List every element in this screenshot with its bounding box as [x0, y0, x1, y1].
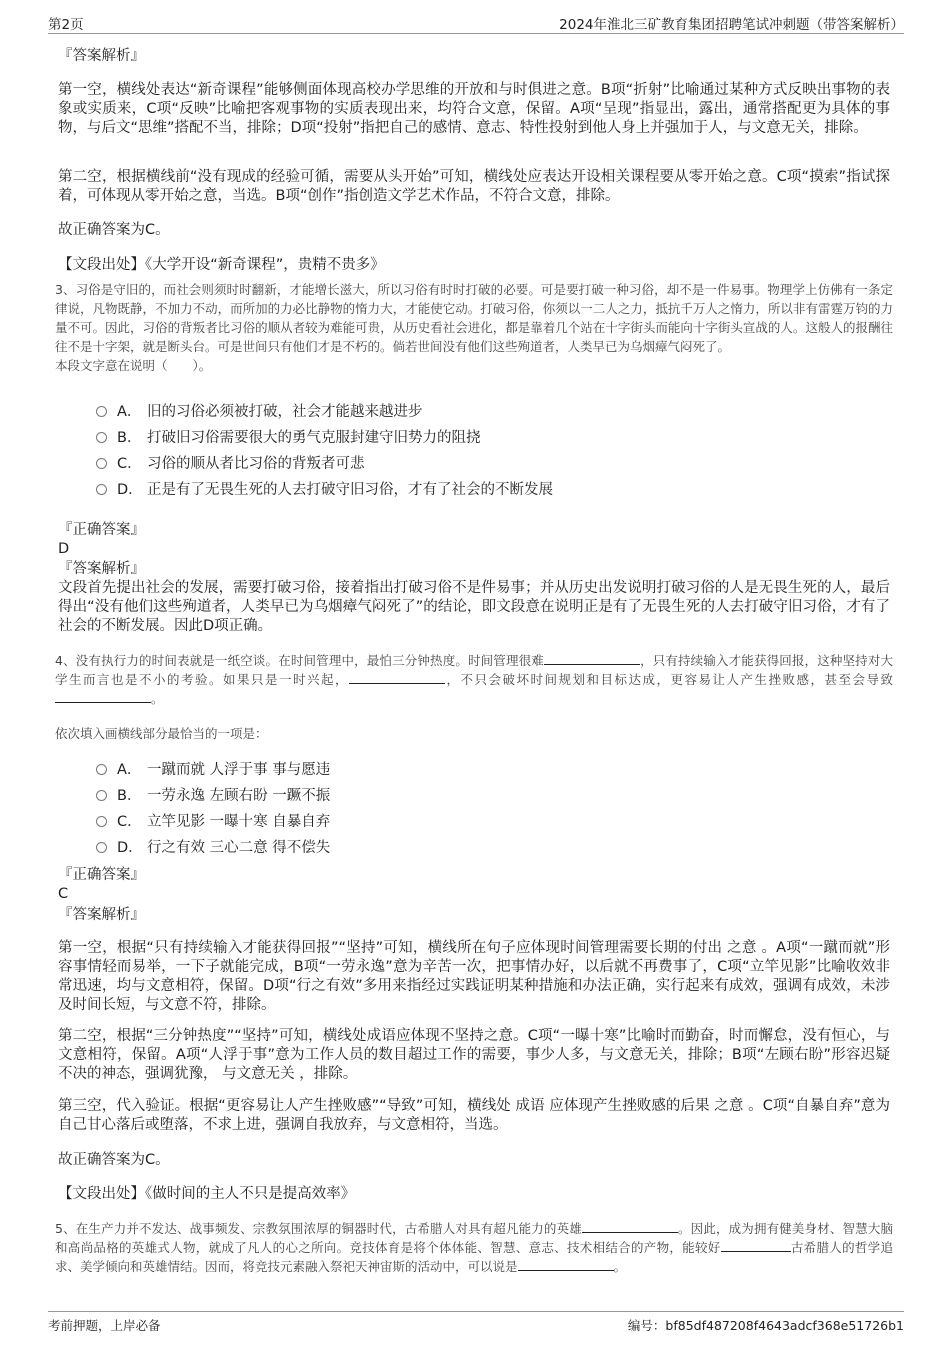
blank-line: [518, 1258, 614, 1271]
radio-icon[interactable]: [96, 432, 107, 443]
q3-analysis-label: 『答案解析』: [58, 561, 145, 577]
q2-analysis-para2: 第二空，根据横线前“没有现成的经验可循，需要从头开始”可知，横线处应表达开设相关课程要从零开始之意。C项“摸索”指试探着，可体现从零开始之意，当选。B项“创作”指创造文学艺术作品，不符合文意，排除。: [58, 169, 890, 204]
page-header: [48, 13, 904, 34]
q2-source: 【文段出处】《大学开设“新奇课程”，贵精不贵多》: [58, 257, 385, 273]
q3-option-c[interactable]: C． 习俗的顺从者比习俗的背叛者可悲: [96, 454, 365, 474]
footer-slogan: 考前押题，上岸必备: [48, 1318, 161, 1333]
q4-source: 【文段出处】《做时间的主人不只是提高效率》: [58, 1186, 356, 1202]
radio-icon[interactable]: [96, 406, 107, 417]
radio-icon[interactable]: [96, 484, 107, 495]
blank-line: [721, 1239, 791, 1252]
radio-icon[interactable]: [96, 790, 107, 801]
document-serial: 编号：bf85df487208f4643adcf368e51726b1: [627, 1318, 904, 1333]
q3-answer: D: [58, 541, 70, 557]
q2-conclusion: 故正确答案为C。: [58, 222, 170, 238]
q4-analysis-para1: 第一空，根据“只有持续输入才能获得回报”“坚持”可知，横线所在句子应体现时间管理需要长期的付出 之意 。A项“一蹴而就”形容事情轻而易举，一下子就能完成，B项“一劳永逸”意为辛苦一次，把事情办好，以后就不再费事了，C项“立竿见影”比喻收效非常迅速，均与文意相符，保留。D项“行之有效”多用来指经过实践证明某种措施和办法正确，实行起来有成效，强调有成效，未涉及时间长短，与文意不符，排除。: [58, 940, 890, 1013]
q3-stem: 3、习俗是守旧的，而社会则须时时翻新，才能增长滋大，所以习俗有时时打破的必要。可是要打破一种习俗，却不是一件易事。物理学上仿佛有一条定律说，凡物既静，不加力不动，而所加的力必比静物的惰力大，才能使它动。打破习俗，你须以一二人之力，抵抗千万人之惰力，所以非有雷霆万钧的力量不可。因此，习俗的背叛者比习俗的顺从者较为难能可贵，从历史看社会进化，都是靠着几个站在十字街头而能向十字街头宣战的人。这般人的报酬往往不是十字架，就是断头台。可是世间只有他们才是不朽的。倘若世间没有他们这些殉道者，人类早已为乌烟瘴气闷死了。: [55, 282, 893, 354]
q3-answer-label: 『正确答案』: [58, 522, 145, 538]
q2-analysis-label: 『答案解析』: [58, 48, 145, 64]
q3-option-b[interactable]: B． 打破旧习俗需要很大的勇气克服封建守旧势力的阻挠: [96, 428, 481, 448]
q3-analysis: 文段首先提出社会的发展，需要打破习俗，接着指出打破习俗不是件易事；并从历史出发说明打破习俗的人是无畏生死的人，最后得出“没有他们这些殉道者，人类早已为乌烟瘴气闷死了”的结论，即文段意在说明正是有了无畏生死的人去打破守旧习俗，才有了社会的不断发展。因此D项正确。: [58, 580, 890, 634]
blank-line: [544, 652, 640, 665]
q4-stem: 4、没有执行力的时间表就是一纸空谈。在时间管理中，最怕三分钟热度。时间管理很难 ，只有持续输入才能获得回报，这种坚持对大学生而言也是不小的考验。如果只是一时兴起， ，不只会破坏时间规划和目标达成，更容易让人产生挫败感，甚至会导致。: [55, 653, 893, 706]
q3-question: 本段文字意在说明（ ）。: [55, 358, 212, 373]
q4-analysis-para3: 第三空，代入验证。根据“更容易让人产生挫败感”“导致”可知，横线处 成语 应体现产生挫败感的后果 之意 。C项“自暴自弃”意为自己甘心落后或堕落，不求上进，强调自我放弃，与文意相符，当选。: [58, 1098, 890, 1133]
q3-option-a[interactable]: A． 旧的习俗必须被打破，社会才能越来越进步: [96, 402, 423, 422]
q4-conclusion: 故正确答案为C。: [58, 1152, 170, 1168]
q2-analysis-para1: 第一空，横线处表达“新奇课程”能够侧面体现高校办学思维的开放和与时俱进之意。B项“折射”比喻通过某种方式反映出事物的表象或实质来，C项“反映”比喻把客观事物的实质表现出来，均符合文意，保留。A项“呈现”指显出，露出，通常搭配更为具体的事物，与后文“思维”搭配不当，排除；D项“投射”指把自己的感情、意志、特性投射到他人身上并强加于人，与文意无关，排除。: [58, 82, 890, 136]
q4-answer-label: 『正确答案』: [58, 867, 145, 883]
radio-icon[interactable]: [96, 816, 107, 827]
q4-analysis-para2: 第二空，根据“三分钟热度”“坚持”可知，横线处成语应体现不坚持之意。C项“一曝十寒”比喻时而勤奋，时而懈怠，没有恒心，与文意相符，保留。A项“人浮于事”意为工作人员的数目超过工作的需要，事少人多，与文意无关，排除；B项“左顾右盼”形容迟疑不决的神态，强调犹豫， 与文意无关 ，排除。: [58, 1028, 890, 1082]
q4-question: 依次填入画横线部分最恰当的一项是：: [55, 726, 268, 741]
page-number: 第2页: [48, 17, 84, 33]
blank-line: [349, 671, 445, 684]
q4-analysis-label: 『答案解析』: [58, 907, 145, 923]
radio-icon[interactable]: [96, 458, 107, 469]
radio-icon[interactable]: [96, 764, 107, 775]
q4-option-b[interactable]: B． 一劳永逸 左顾右盼 一蹶不振: [96, 786, 330, 806]
q4-option-d[interactable]: D． 行之有效 三心二意 得不偿失: [96, 838, 330, 858]
radio-icon[interactable]: [96, 842, 107, 853]
q4-option-a[interactable]: A． 一蹴而就 人浮于事 事与愿违: [96, 760, 330, 780]
page-footer: [48, 1311, 904, 1337]
q5-stem: 5、在生产力并不发达、战事频发、宗教氛围浓厚的铜器时代，古希腊人对具有超凡能力的英雄 。因此，成为拥有健美身材、智慧大脑和高尚品格的英雄式人物，就成了凡人的心之所向。竞技体育是将个体体能、智慧、意志、技术相结合的产物，能较好 古希腊人的哲学追求、美学倾向和英雄情结。因而，将竞技元素融入祭祀天神宙斯的活动中，可以说是 。: [55, 1221, 893, 1274]
q3-option-d[interactable]: D． 正是有了无畏生死的人去打破守旧习俗，才有了社会的不断发展: [96, 480, 553, 500]
document-title: 2024年淮北三矿教育集团招聘笔试冲刺题（带答案解析）: [559, 17, 904, 33]
blank-line: [582, 1220, 678, 1233]
q4-option-c[interactable]: C． 立竿见影 一曝十寒 自暴自弃: [96, 812, 330, 832]
blank-line: [55, 690, 151, 703]
q4-answer: C: [58, 886, 69, 902]
